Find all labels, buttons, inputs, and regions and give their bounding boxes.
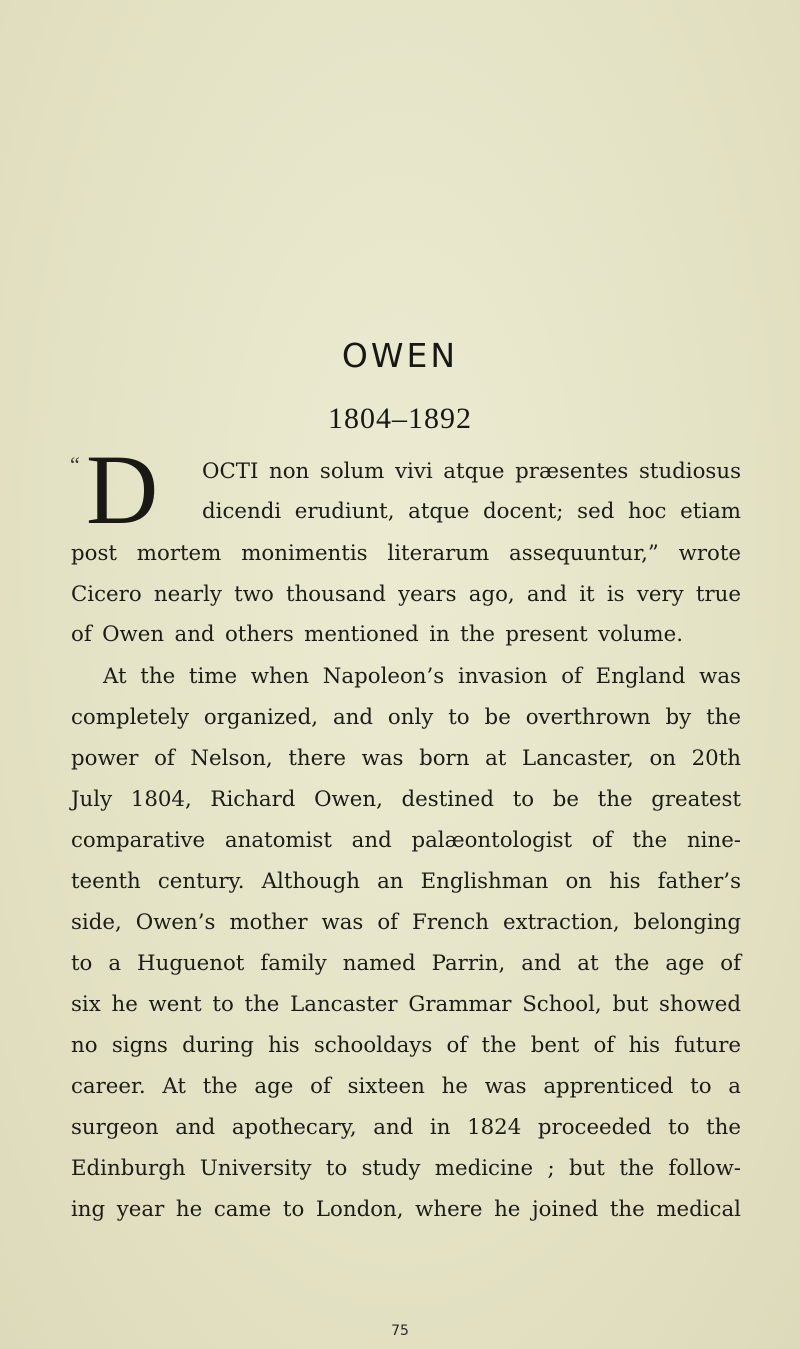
text-line: OCTI non solum vivi atque præsentes studiosus bbox=[202, 459, 741, 484]
text-line: six he went to the Lancaster Grammar School, but showed bbox=[71, 992, 741, 1017]
text-line: Cicero nearly two thousand years ago, and it is very true bbox=[71, 582, 741, 607]
drop-cap: D bbox=[86, 434, 159, 545]
opening-quote-mark: “ bbox=[70, 452, 80, 477]
text-line: surgeon and apothecary, and in 1824 proceeded to the bbox=[71, 1115, 741, 1140]
text-line: Edinburgh University to study medicine ; but the follow- bbox=[71, 1156, 741, 1181]
text-line: dicendi erudiunt, atque docent; sed hoc etiam bbox=[202, 499, 741, 524]
text-line: side, Owen’s mother was of French extraction, belonging bbox=[71, 910, 741, 935]
text-line: to a Huguenot family named Parrin, and at the age of bbox=[71, 951, 741, 976]
text-line: no signs during his schooldays of the bent of his future bbox=[71, 1033, 741, 1058]
text-line: July 1804, Richard Owen, destined to be the greatest bbox=[71, 787, 741, 812]
text-line: At the time when Napoleon’s invasion of England was bbox=[103, 664, 741, 689]
text-line: career. At the age of sixteen he was apprenticed to a bbox=[71, 1074, 741, 1099]
text-line: ing year he came to London, where he joined the medical bbox=[71, 1197, 741, 1222]
text-line: completely organized, and only to be overthrown by the bbox=[71, 705, 741, 730]
chapter-title: OWEN bbox=[341, 336, 459, 375]
text-line: power of Nelson, there was born at Lancaster, on 20th bbox=[71, 746, 741, 771]
chapter-dates: 1804–1892 bbox=[328, 402, 472, 435]
text-line: post mortem monimentis literarum assequuntur,” wrote bbox=[71, 541, 741, 566]
page-number: 75 bbox=[391, 1323, 409, 1339]
text-line: of Owen and others mentioned in the present volume. bbox=[71, 622, 683, 647]
text-line: teenth century. Although an Englishman on his father’s bbox=[71, 869, 741, 894]
text-line: comparative anatomist and palæontologist of the nine- bbox=[71, 828, 741, 853]
